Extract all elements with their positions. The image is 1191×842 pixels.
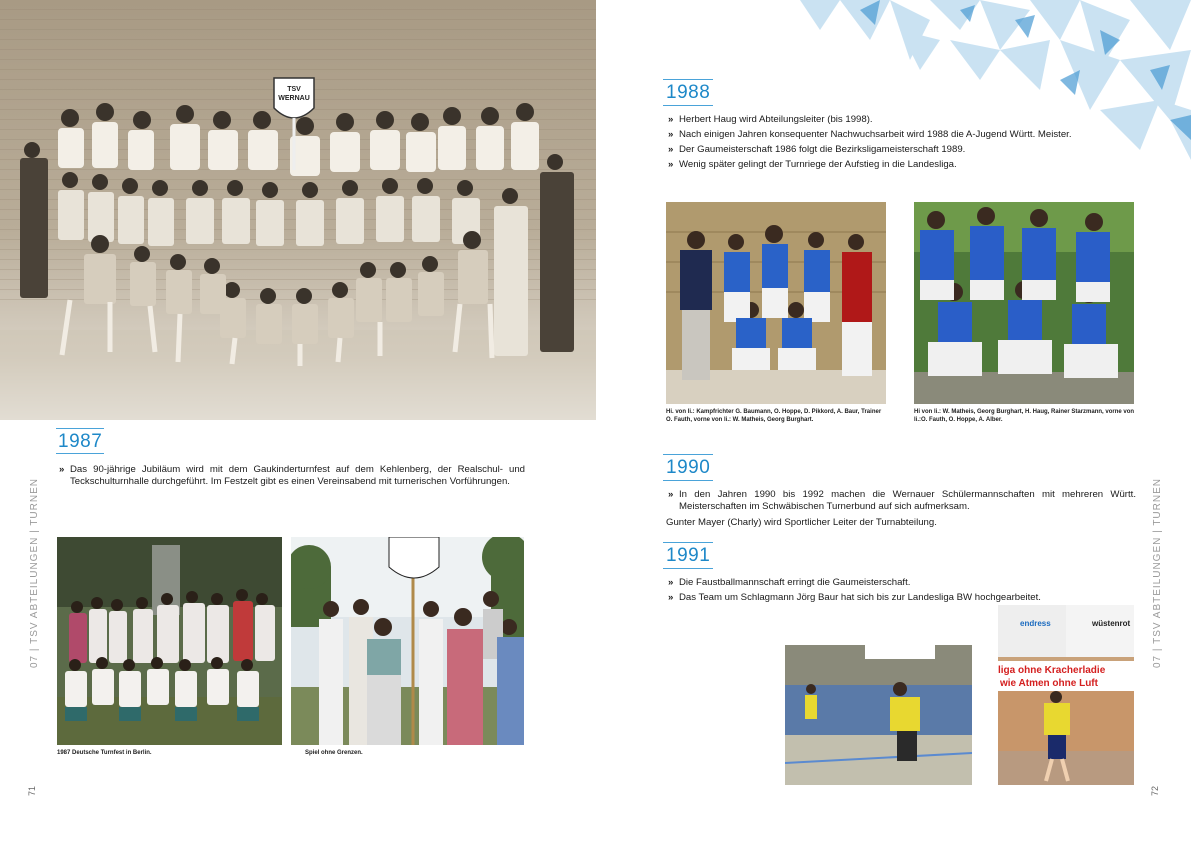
photo-spiel-ohne-grenzen — [291, 537, 524, 745]
bullet-1991-2: » Das Team um Schlagmann Jörg Baur hat sich bis zur Landesliga BW hochgearbeitet. — [666, 592, 1136, 604]
photo-1988-team-1 — [666, 202, 886, 404]
bullet-1987-1: » Das 90-jährige Jubiläum wird mit dem Gaukinderturnfest auf dem Kehlenberg, der Realschul- und Teckschulturnhalle durchgeführt. Im Festzelt gibt es einen Vereinsabend mit turnerischen Vorführungen. — [57, 464, 525, 488]
photo-turnfest-berlin — [57, 537, 282, 745]
right-side-label: 07 | TSV ABTEILUNGEN | TURNEN — [1152, 478, 1163, 668]
caption-turnfest: 1987 Deutsche Turnfest in Berlin. — [57, 750, 152, 756]
note-1990: Gunter Mayer (Charly) wird Sportlicher Leiter der Turnabteilung. — [666, 517, 937, 528]
photo-faustball-1 — [785, 645, 972, 785]
year-overline-1987 — [56, 428, 104, 429]
bullets-1990 — [666, 489, 1136, 516]
bullet-1991-1: » Die Faustballmannschaft erringt die Gaumeisterschaft. — [666, 577, 1136, 589]
bullet-1988-4: » Wenig später gelingt der Turnriege der Aufstieg in die Landesliga. — [666, 159, 1136, 171]
year-heading-1988: 1988 — [666, 82, 711, 103]
hall-banner-slogan-2: wie Atmen ohne Luft — [1000, 678, 1098, 689]
photo-1988-team-2 — [914, 202, 1134, 404]
caption-spiel: Spiel ohne Grenzen. — [305, 750, 363, 756]
hall-banner-wuestenrot: wüstenrot — [1092, 619, 1131, 628]
bullet-1990-1: » In den Jahren 1990 bis 1992 machen die Wernauer Schülermannschaften mit mehreren Württ. Meisterschaften im Schwäbischen Turnerbund auf sich aufmerksam. — [666, 489, 1136, 513]
bullets-1991 — [666, 577, 1136, 607]
bullet-1988-1: » Herbert Haug wird Abteilungsleiter (bis 1998). — [666, 114, 1136, 126]
year-heading-1991: 1991 — [666, 545, 711, 566]
bullet-1988-2: » Nach einigen Jahren konsequenter Nachwuchsarbeit wird 1988 die A-Jugend Württ. Meister. — [666, 129, 1136, 141]
hall-banner-slogan-1: liga ohne Kracherladie — [998, 665, 1106, 676]
year-heading-1990: 1990 — [666, 457, 711, 478]
bullet-1988-3: » Der Gaumeisterschaft 1986 folgt die Bezirksligameisterschaft 1989. — [666, 144, 1136, 156]
left-side-label: 07 | TSV ABTEILUNGEN | TURNEN — [29, 478, 40, 668]
caption-1988-photo-2: Hi von li.: W. Matheis, Georg Burghart, H. Haug, Rainer Starzmann, vorne von li.:O. Fauth, O. Hoppe, A. Alber. — [914, 409, 1135, 423]
hall-banner-endress: endress — [1020, 619, 1051, 628]
bullets-1987 — [57, 464, 525, 491]
year-heading-1987: 1987 — [58, 431, 103, 452]
year-underline-1990 — [663, 480, 713, 481]
left-page-number: 71 — [27, 785, 38, 797]
bullets-1988 — [666, 114, 1136, 174]
year-underline-1991 — [663, 568, 713, 569]
team-photo-1987 — [0, 0, 596, 420]
caption-1988-photo-1: Hi. von li.: Kampfrichter G. Baumann, O. Hoppe, D. Pikkord, A. Baur, Trainer O. Fauth, vorne von li.: W. Matheis, Georg Burghart. — [666, 409, 882, 423]
year-overline-1991 — [663, 542, 713, 543]
year-overline-1988 — [663, 79, 713, 80]
photo-faustball-2 — [998, 605, 1134, 785]
right-page-number: 72 — [1150, 785, 1161, 797]
year-underline-1988 — [663, 105, 713, 106]
sign-text: TSV WERNAU — [278, 86, 310, 102]
year-underline-1987 — [56, 453, 104, 454]
year-overline-1990 — [663, 454, 713, 455]
